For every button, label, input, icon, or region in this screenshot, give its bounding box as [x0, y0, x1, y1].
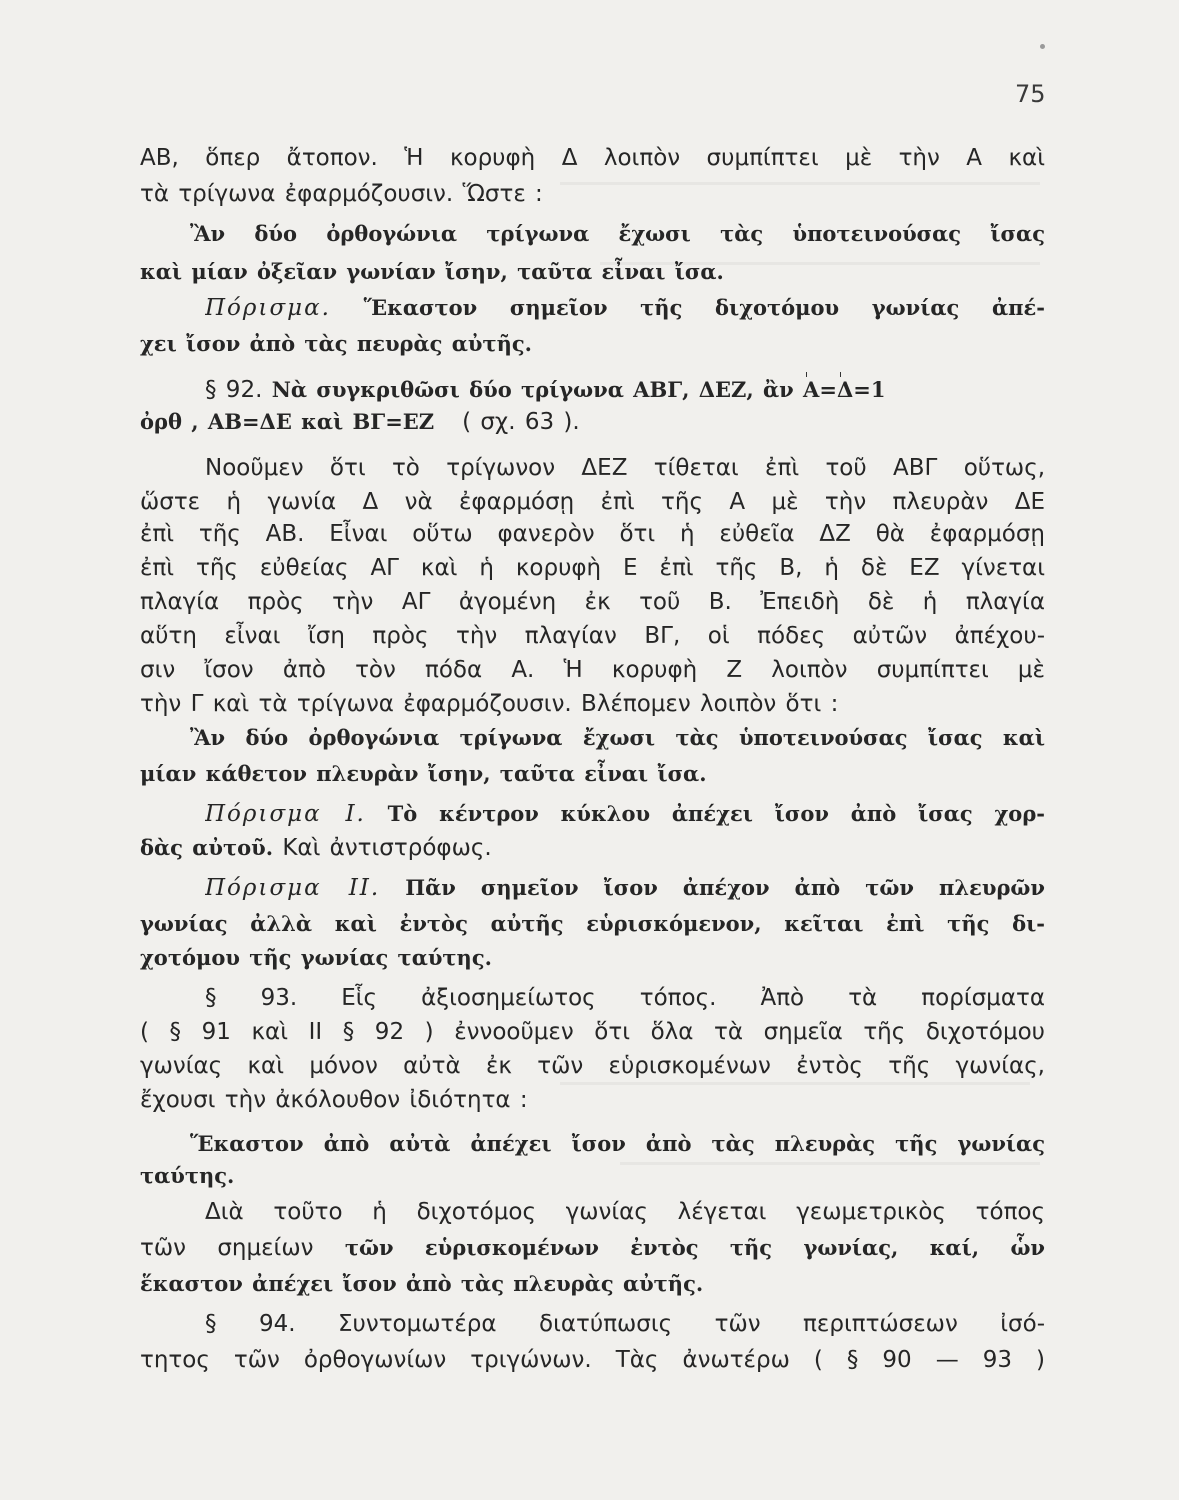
text-line: σιν ἴσον ἀπὸ τὸν πόδα Α. Ἡ κορυφὴ Ζ λοιπὸν συμπίπτει μὲ [140, 657, 1045, 683]
text-line: γωνίας καὶ μόνον αὐτὰ ἐκ τῶν εὑρισκομένων ἐντὸς τῆς γωνίας, [140, 1053, 1045, 1079]
text-line: τῶν σημείων τῶν εὑρισκομένων ἐντὸς τῆς γωνίας, καί, ὧν [140, 1235, 1045, 1261]
theorem-line: μίαν κάθετον πλευρὰν ἴσην, ταῦτα εἶναι ἴσα. [140, 761, 707, 786]
corollary-line: χοτόμου τῆς γωνίας ταύτης. [140, 945, 492, 970]
angle-hat-d: Δ [837, 372, 853, 408]
text-line: πλαγία πρὸς τὴν ΑΓ ἀγομένη ἐκ τοῦ Β. Ἐπειδὴ δὲ ἡ πλαγία [140, 589, 1045, 615]
page-number: 75 [1015, 80, 1046, 108]
text-line: Νοοῦμεν ὅτι τὸ τρίγωνον ΔΕΖ τίθεται ἐπὶ τοῦ ΑΒΓ οὕτως, [205, 455, 1045, 481]
angle-hat-a: Α [803, 372, 819, 408]
text-line: ἕκαστον ἀπέχει ἴσον ἀπὸ τὰς πλευρὰς αὐτῆς. [140, 1271, 704, 1296]
text-line: τητος τῶν ὀρθογωνίων τριγώνων. Τὰς ἀνωτέρω ( § 90 — 93 ) [140, 1347, 1045, 1373]
text-line: ΑΒ, ὅπερ ἄτοπον. Ἡ κορυφὴ Δ λοιπὸν συμπίπτει μὲ τὴν Α καὶ [140, 145, 1045, 171]
corollary-line: Πόρισμα ΙΙ. Πᾶν σημεῖον ἴσον ἀπέχον ἀπὸ τῶν πλευρῶν [205, 875, 1045, 901]
theorem-line: ταύτης. [140, 1163, 235, 1188]
text-line: ἐπὶ τῆς ΑΒ. Εἶναι οὕτω φανερὸν ὅτι ἡ εὐθεῖα ΔΖ θὰ ἐφαρμόσῃ [140, 521, 1045, 547]
text-line: τὴν Γ καὶ τὰ τρίγωνα ἐφαρμόζουσιν. Βλέπομεν λοιπὸν ὅτι : [140, 691, 839, 717]
theorem-line: Ἕκαστον ἀπὸ αὐτὰ ἀπέχει ἴσον ἀπὸ τὰς πλευρὰς τῆς γωνίας [190, 1131, 1045, 1156]
theorem-line: Ἂν δύο ὀρθογώνια τρίγωνα ἔχωσι τὰς ὑποτεινούσας ἴσας [190, 221, 1045, 246]
corollary-line: δὰς αὐτοῦ. Καὶ ἀντιστρόφως. [140, 835, 492, 861]
text-line: ἔχουσι τὴν ἀκόλουθον ἰδιότητα : [140, 1087, 528, 1113]
text-line: ὀρθ , ΑΒ=ΔΕ καὶ ΒΓ=ΕΖ ( σχ. 63 ). [140, 409, 580, 435]
corollary-line: Πόρισμα. Ἕκαστον σημεῖον τῆς διχοτόμου γωνίας ἀπέ- [205, 295, 1045, 321]
theorem-line: καὶ μίαν ὀξεῖαν γωνίαν ἴσην, ταῦτα εἶναι ἴσα. [140, 259, 724, 284]
text-line: Διὰ τοῦτο ἡ διχοτόμος γωνίας λέγεται γεωμετρικὸς τόπος [205, 1199, 1045, 1225]
text-line: τὰ τρίγωνα ἐφαρμόζουσιν. Ὥστε : [140, 181, 543, 207]
text-line: αὕτη εἶναι ἴση πρὸς τὴν πλαγίαν ΒΓ, οἱ πόδες αὐτῶν ἀπέχου- [140, 623, 1045, 649]
text-line: ὥστε ἡ γωνία Δ νὰ ἐφαρμόσῃ ἐπὶ τῆς Α μὲ τὴν πλευρὰν ΔΕ [140, 489, 1045, 515]
text-line: ( § 91 καὶ ΙΙ § 92 ) ἐννοοῦμεν ὅτι ὅλα τὰ σημεῖα τῆς διχοτόμου [140, 1019, 1045, 1045]
section-92-heading: § 92. Νὰ συγκριθῶσι δύο τρίγωνα ΑΒΓ, ΔΕΖ, ἂν Α=Δ=1 [205, 372, 1045, 408]
corollary-line: χει ἴσον ἀπὸ τὰς πευρὰς αὐτῆς. [140, 331, 532, 356]
theorem-line: Ἂν δύο ὀρθογώνια τρίγωνα ἔχωσι τὰς ὑποτεινούσας ἴσας καὶ [190, 725, 1045, 750]
paper-speck [1040, 44, 1045, 49]
text-line: ἐπὶ τῆς εὐθείας ΑΓ καὶ ἡ κορυφὴ Ε ἐπὶ τῆς Β, ἡ δὲ ΕΖ γίνεται [140, 555, 1045, 581]
corollary-line: Πόρισμα Ι. Τὸ κέντρον κύκλου ἀπέχει ἴσον ἀπὸ ἴσας χορ- [205, 801, 1045, 827]
corollary-line: γωνίας ἀλλὰ καὶ ἐντὸς αὐτῆς εὑρισκόμενον, κεῖται ἐπὶ τῆς δι- [140, 911, 1045, 936]
section-94-heading: § 94. Συντομωτέρα διατύπωσις τῶν περιπτώσεων ἰσό- [205, 1311, 1045, 1337]
section-93-heading: § 93. Εἷς ἀξιοσημείωτος τόπος. Ἀπὸ τὰ πορίσματα [205, 985, 1045, 1011]
